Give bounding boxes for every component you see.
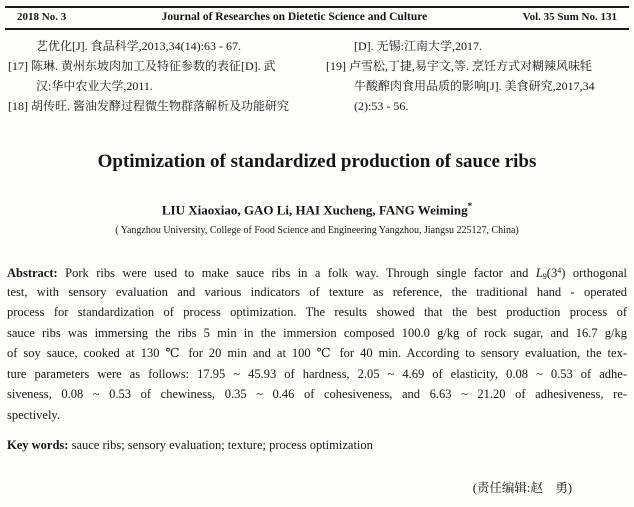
references-left-column	[8, 36, 308, 116]
abstract-line: sauce ribs was immersing the ribs 5 min in the immersion composed 100.0 g/kg of rock sugar, and 16.7 g/kg	[7, 325, 627, 340]
reference-line: 汉:华中农业大学,2011.	[36, 79, 153, 93]
keywords-label: Key words:	[7, 438, 69, 453]
reference-line: [D]. 无锡:江南大学,2017.	[354, 39, 482, 53]
paper-title: Optimization of standardized production of sauce ribs	[97, 151, 537, 172]
reference-line: 牛酸醡肉食用品质的影响[J]. 美食研究,2017,34	[354, 79, 595, 93]
references-section	[0, 30, 634, 116]
orthogonal-array-exponent: 4	[557, 266, 562, 276]
abstract-line: ture parameters were as follows: 17.95 ~ 45.93 of hardness, 2.05 ~ 4.69 of elasticity, 0.08 ~ 0.53 of adhe-	[7, 366, 627, 381]
reference-line: (2):53 - 56.	[354, 99, 409, 113]
abstract-label: Abstract:	[7, 266, 58, 281]
editor-credit: (责任编辑:赵 勇)	[472, 481, 572, 496]
authors-line	[0, 198, 634, 218]
reference-line: 艺优化[J]. 食品科学,2013,34(14):63 - 67.	[36, 39, 241, 53]
keywords-line	[7, 437, 627, 454]
orthogonal-array-symbol: L	[535, 266, 543, 281]
running-head	[5, 6, 629, 30]
reference-line: [18] 胡传旺. 酱油发酵过程微生物群落解析及功能研究	[8, 99, 289, 113]
abstract-line	[7, 261, 627, 282]
references-right-column	[326, 36, 626, 116]
orthogonal-array-base: (3	[546, 266, 558, 281]
abstract-section	[7, 261, 627, 425]
abstract-line: process for standardization of process optimization. The results showed that the best production process of	[7, 305, 627, 320]
abstract-text: ) orthogonal	[561, 266, 627, 281]
reference-line: [17] 陈琳. 黄州东坡肉加工及特征参数的表征[D]. 武	[8, 59, 276, 73]
abstract-line: siveness, 0.08 ~ 0.53 of chewiness, 0.35 ~ 0.46 of cohesiveness, and 6.63 ~ 21.20 of adhesiveness, re-	[7, 387, 627, 402]
abstract-text: Pork ribs were used to make sauce ribs in a folk way. Through single factor and	[57, 266, 536, 281]
reference-line: [19] 卢雪松,丁捷,易宇文,等. 烹饪方式对糊辣风味牦	[326, 59, 592, 73]
header-volume: Vol. 35 Sum No. 131	[522, 11, 617, 23]
abstract-line: test, with sensory evaluation and various indicators of texture as reference, the traditional hand - operated	[7, 284, 627, 299]
orthogonal-array-subscript: 9	[542, 272, 547, 282]
keywords-text: sauce ribs; sensory evaluation; texture; process optimization	[68, 438, 373, 453]
author-names: LIU Xiaoxiao, GAO Li, HAI Xucheng, FANG Weiming	[161, 202, 468, 218]
corresponding-author-mark: *	[467, 201, 473, 211]
header-journal-title: Journal of Researches on Dietetic Science and Culture	[161, 11, 428, 23]
abstract-line: spectively.	[7, 407, 60, 422]
author-affiliation: ( Yangzhou University, College of Food Science and Engineering Yangzhou, Jiangsu 225127, China)	[115, 225, 519, 237]
abstract-line: of soy sauce, cooked at 130 ℃ for 20 min and at 100 ℃ for 40 min. According to sensory evaluation, the tex-	[7, 346, 627, 361]
header-issue: 2018 No. 3	[17, 11, 67, 23]
